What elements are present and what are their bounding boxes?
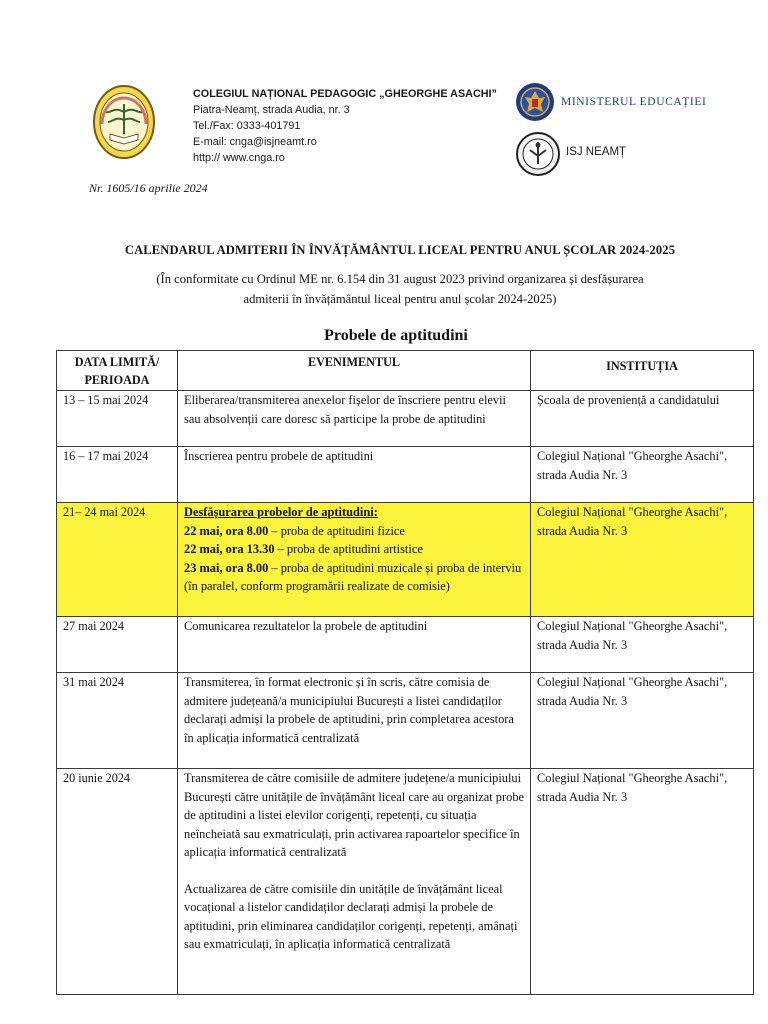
header-date-line2: PERIOADA xyxy=(84,373,150,387)
event-line-1-text: – proba de aptitudini fizice xyxy=(268,523,405,538)
header-event: EVENIMENTUL xyxy=(178,351,531,391)
row-event xyxy=(178,769,531,995)
school-phone: Tel./Fax: 0333-401791 xyxy=(193,120,301,132)
row-institution: Colegiul Național "Gheorghe Asachi", strada Audia Nr. 3 xyxy=(531,447,754,503)
row-event: Comunicarea rezultatelor la probele de aptitudini xyxy=(178,617,531,673)
event-line-3-time: 23 mai, ora 8.00 xyxy=(184,560,269,575)
subtitle-line-1: (În conformitate cu Ordinul ME nr. 6.154 din 31 august 2023 privind organizarea și desfășurarea xyxy=(156,272,644,286)
row-date: 20 iunie 2024 xyxy=(57,769,178,995)
event-line-2-time: 22 mai, ora 13.30 xyxy=(184,542,275,556)
school-logo xyxy=(92,84,156,160)
paragraph-spacer xyxy=(184,862,524,880)
school-website: http:// www.cnga.ro xyxy=(193,152,285,164)
document-title: CALENDARUL ADMITERII ÎN ÎNVĂȚĂMÂNTUL LICEAL PENTRU ANUL ȘCOLAR 2024-2025 xyxy=(124,243,676,257)
school-address: Piatra-Neamț, strada Audia, nr. 3 xyxy=(193,104,350,116)
document-subtitle xyxy=(60,269,740,309)
admission-calendar-table xyxy=(56,350,754,995)
school-contact-block xyxy=(193,86,497,166)
table-row xyxy=(57,391,754,447)
row-institution: Colegiul Național "Gheorghe Asachi", strada Audia Nr. 3 xyxy=(531,769,754,995)
row-event: Eliberarea/transmiterea anexelor fișelor de înscriere pentru elevii sau absolvenții care doresc să participe la probe de aptitudini xyxy=(178,391,531,447)
section-title: Probele de aptitudini xyxy=(324,327,468,344)
row-date: 21– 24 mai 2024 xyxy=(57,503,178,617)
row-institution: Școala de proveniență a candidatului xyxy=(531,391,754,447)
row-event: Înscrierea pentru probele de aptitudini xyxy=(178,447,531,503)
event-line-2-text: – proba de aptitudini artistice xyxy=(274,542,423,556)
row-date: 27 mai 2024 xyxy=(57,617,178,673)
row-date: 31 mai 2024 xyxy=(57,673,178,769)
row-event: Transmiterea, în format electronic și în scris, către comisia de admitere județeană/a municipiului București a listei candidaților declarați admiși la probele de aptitudini, prin completarea acestora în aplicația informatică centralizată xyxy=(178,673,531,769)
event-line-1-time: 22 mai, ora 8.00 xyxy=(184,523,269,538)
ministry-logo xyxy=(515,82,555,122)
school-name: COLEGIUL NAȚIONAL PEDAGOGIC „GHEORGHE ASACHI” xyxy=(193,88,497,100)
row-date: 16 – 17 mai 2024 xyxy=(57,447,178,503)
document-number: Nr. 1605/16 aprilie 2024 xyxy=(89,181,208,195)
event-line-2 xyxy=(184,540,524,559)
table-row xyxy=(57,769,754,995)
header-date-line1: DATA LIMITĂ/ xyxy=(74,355,160,369)
isj-logo xyxy=(516,132,560,176)
table-row xyxy=(57,617,754,673)
event-line-1 xyxy=(184,522,524,541)
event-line-3 xyxy=(184,559,524,596)
table-row xyxy=(57,447,754,503)
table-row-highlighted xyxy=(57,503,754,617)
event-paragraph-2: Actualizarea de către comisiile din unitățile de învățământ liceal vocațional a listelor candidaților declarați admiși la probele de aptitudini, prin eliminarea candidaților corigenți, repetenți, amânați sau exmatriculați, în aplicația informatică centralizată xyxy=(184,881,518,951)
header-date xyxy=(57,351,178,391)
row-institution: Colegiul Național "Gheorghe Asachi", strada Audia Nr. 3 xyxy=(531,617,754,673)
table-header-row xyxy=(57,351,754,391)
subtitle-line-2: admiterii în învățământul liceal pentru anul școlar 2024-2025) xyxy=(243,292,557,306)
event-paragraph-1: Transmiterea de către comisiile de admitere județene/a municipiului București către unitățile de învățământ liceal care au organizat probe de aptitudini a listei elevilor corigenți, repetenți, cu situația neîncheiată sau exmatriculați, prin activarea rapoartelor specifice în aplicația informatică centralizată xyxy=(184,771,525,859)
isj-name: ISJ NEAMȚ xyxy=(566,146,627,158)
header-institution: INSTITUȚIA xyxy=(531,351,754,391)
table-row xyxy=(57,673,754,769)
row-institution: Colegiul Național "Gheorghe Asachi", strada Audia Nr. 3 xyxy=(531,673,754,769)
row-event xyxy=(178,503,531,617)
event-heading: Desfășurarea probelor de aptitudini: xyxy=(184,505,378,519)
row-institution: Colegiul Național "Gheorghe Asachi", strada Audia Nr. 3 xyxy=(531,503,754,617)
ministry-name: MINISTERUL EDUCAȚIEI xyxy=(561,96,707,108)
row-date: 13 – 15 mai 2024 xyxy=(57,391,178,447)
event-line-3-text: – proba de aptitudini muzicale și proba de interviu (în paralel, conform programării realizate de comisie) xyxy=(184,560,522,593)
school-email: E-mail: cnga@isjneamt.ro xyxy=(193,136,317,148)
